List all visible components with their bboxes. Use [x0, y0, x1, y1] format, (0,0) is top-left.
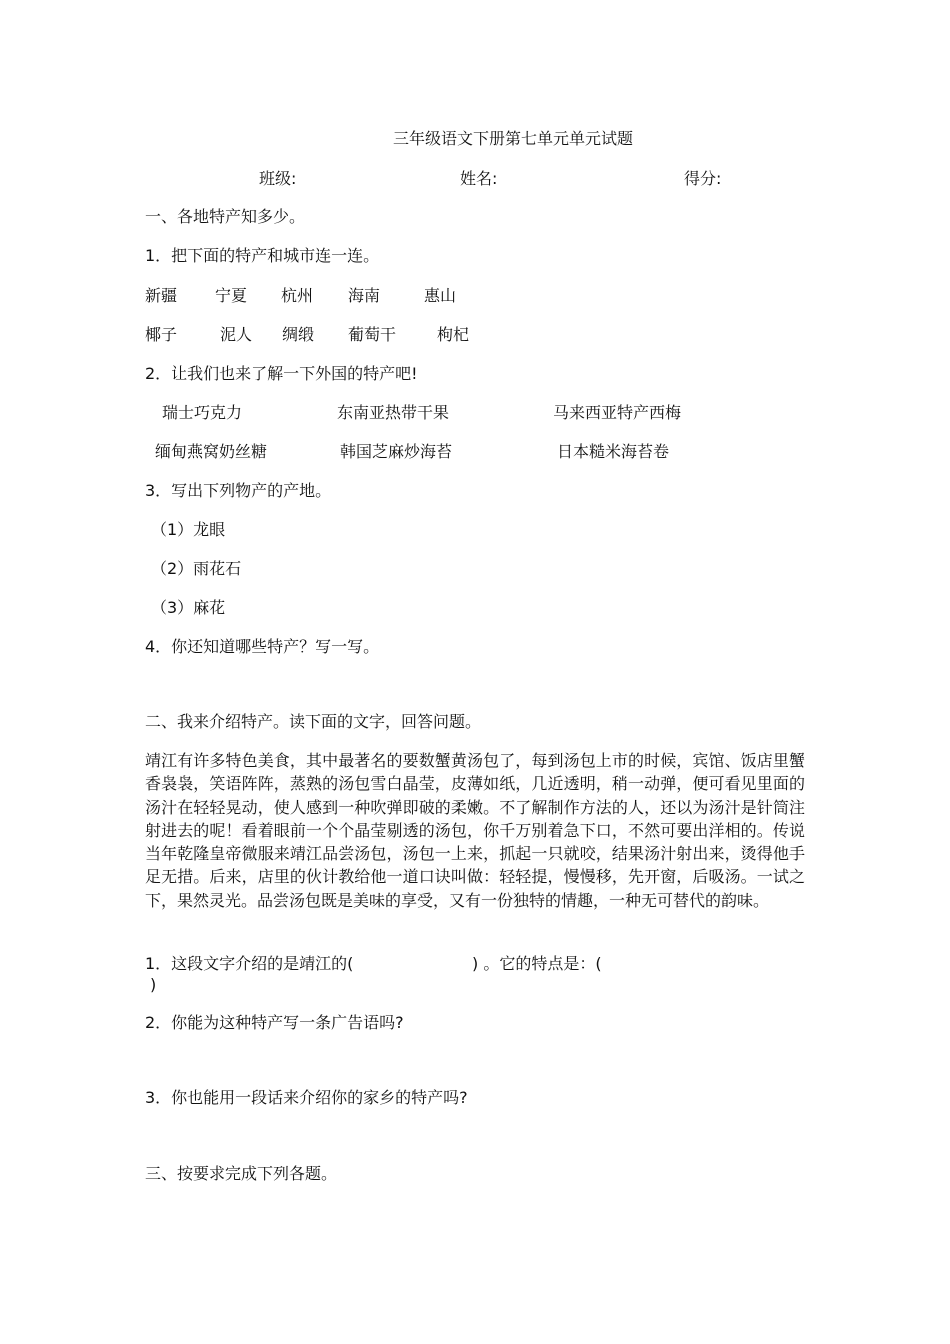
question-1-2: 2．让我们也来了解一下外国的特产吧!: [145, 364, 418, 383]
product-item: 泥人: [220, 325, 253, 344]
foreign-product-item: 韩国芝麻炒海苔: [340, 442, 453, 461]
question-2-3: 3．你也能用一段话来介绍你的家乡的特产吗?: [145, 1088, 468, 1107]
origin-item: （3）麻花: [151, 598, 226, 617]
city-item: 海南: [348, 286, 381, 305]
question-1-1: 1．把下面的特产和城市连一连。: [145, 246, 380, 265]
city-item: 杭州: [281, 286, 314, 305]
product-item: 椰子: [145, 325, 178, 344]
city-item: 惠山: [424, 286, 457, 305]
foreign-product-item: 缅甸燕窝奶丝糖: [155, 442, 268, 461]
question-2-1-part3: ): [150, 975, 157, 994]
origin-item: （1）龙眼: [151, 520, 226, 539]
page-title: 三年级语文下册第七单元单元试题: [392, 129, 633, 148]
product-item: 绸缎: [282, 325, 315, 344]
section3-heading: 三、按要求完成下列各题。: [145, 1164, 338, 1183]
question-1-4: 4．你还知道哪些特产？写一写。: [145, 637, 380, 656]
question-1-3: 3．写出下列物产的产地。: [145, 481, 332, 500]
question-2-1-part1: 1．这段文字介绍的是靖江的(: [145, 954, 354, 973]
score-field-label: 得分:: [684, 169, 722, 188]
question-2-2: 2．你能为这种特产写一条广告语吗?: [145, 1013, 404, 1032]
origin-item: （2）雨花石: [151, 559, 242, 578]
reading-passage: 靖江有许多特色美食，其中最著名的要数蟹黄汤包了，每到汤包上市的时候，宾馆、饭店里蟹香袅袅，笑语阵阵，蒸熟的汤包雪白晶莹，皮薄如纸，几近透明，稍一动弹，便可看见里面的汤汁在轻轻晃动，使人感到一种吹弹即破的柔嫩。不了解制作方法的人，还以为汤汁是针筒注射进去的呢！看着眼前一个个晶莹剔透的汤包，你千万别着急下口，不然可要出洋相的。传说当年乾隆皇帝微服来靖江品尝汤包，汤包一上来，抓起一只就咬，结果汤汁射出来，烫得他手足无措。后来，店里的伙计教给他一道口诀叫做：轻轻提，慢慢移，先开窗，后吸汤。一试之下，果然灵光。品尝汤包既是美味的享受，又有一份独特的情趣，一种无可替代的韵味。: [145, 751, 805, 910]
section2-heading: 二、我来介绍特产。读下面的文字，回答问题。: [145, 712, 482, 731]
foreign-product-item: 东南亚热带干果: [337, 403, 450, 422]
city-item: 新疆: [145, 286, 178, 305]
name-field-label: 姓名:: [460, 169, 498, 188]
section1-heading: 一、各地特产知多少。: [145, 207, 306, 226]
product-item: 葡萄干: [348, 325, 397, 344]
foreign-product-item: 马来西亚特产西梅: [553, 403, 682, 422]
foreign-product-item: 瑞士巧克力: [162, 403, 243, 422]
foreign-product-item: 日本糙米海苔卷: [557, 442, 670, 461]
class-field-label: 班级:: [259, 169, 297, 188]
city-item: 宁夏: [215, 286, 248, 305]
product-item: 枸杞: [437, 325, 470, 344]
question-2-1-part2: ) 。它的特点是：(: [472, 954, 602, 973]
